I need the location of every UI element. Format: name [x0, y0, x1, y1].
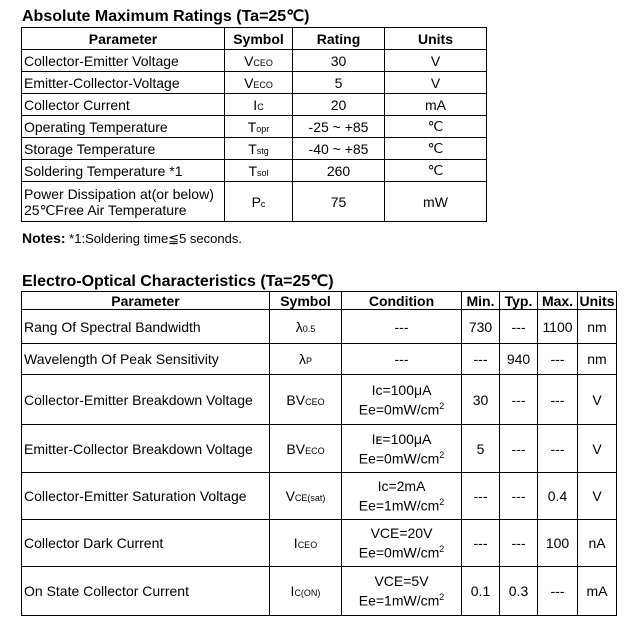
- symbol-cell: [270, 520, 342, 567]
- condition-line2-text: Ee=0mW/cm: [358, 401, 440, 418]
- symbol-cell: [225, 116, 293, 138]
- param-cell: Wavelength Of Peak Sensitivity: [22, 344, 270, 375]
- symbol-main: λ: [295, 318, 303, 335]
- squared-sup: 2: [439, 400, 445, 411]
- symbol-cell: [270, 310, 342, 344]
- units-cell: mA: [578, 567, 617, 616]
- param-cell: Collector-Emitter Breakdown Voltage: [22, 375, 270, 425]
- condition-line1: ---: [394, 351, 409, 367]
- table-row: [22, 344, 617, 375]
- condition-cell: [342, 425, 462, 473]
- condition-cell: [342, 344, 462, 375]
- units-cell: ℃: [385, 138, 487, 160]
- table-row: [22, 310, 617, 344]
- symbol-main: V: [244, 74, 254, 91]
- condition-line1: Ic=2mA: [377, 478, 426, 495]
- symbol-sub: CEO: [297, 540, 318, 550]
- param-line2: 25℃Free Air Temperature: [24, 201, 187, 218]
- units-cell: V: [385, 50, 487, 72]
- max-cell: 100: [538, 520, 578, 567]
- condition-cell: [342, 473, 462, 520]
- symbol-sub: ECO: [253, 79, 273, 90]
- condition-line2-text: Ee=0mW/cm: [358, 450, 440, 467]
- table-header-row: [22, 28, 487, 50]
- condition-cell: [342, 310, 462, 344]
- typ-cell: ---: [500, 425, 538, 473]
- condition-line1: Ic=100μA: [371, 381, 432, 398]
- symbol-main: λ: [298, 351, 306, 367]
- table-row: [22, 94, 487, 116]
- squared-sup: 2: [439, 544, 445, 555]
- min-cell: 30: [462, 375, 500, 425]
- table-row: [22, 567, 617, 616]
- rating-cell: 20: [293, 94, 385, 116]
- typ-cell: ---: [500, 473, 538, 520]
- section2-title: Electro-Optical Characteristics (Ta=25℃): [22, 273, 334, 290]
- param-cell: Collector-Emitter Voltage: [22, 50, 225, 72]
- typ-cell: ---: [500, 375, 538, 425]
- max-cell: 0.4: [538, 473, 578, 520]
- param-cell: On State Collector Current: [22, 567, 270, 616]
- symbol-main: V: [244, 52, 254, 69]
- param-cell: Emitter-Collector-Voltage: [22, 72, 225, 94]
- min-cell: 730: [462, 310, 500, 344]
- table-row: [22, 520, 617, 567]
- table-row: [22, 138, 487, 160]
- condition-line2: [342, 494, 461, 514]
- units-cell: nm: [578, 310, 617, 344]
- table-row: [22, 160, 487, 182]
- param-cell: Collector-Emitter Saturation Voltage: [22, 473, 270, 520]
- condition-line1: ---: [394, 318, 409, 335]
- param-cell: [22, 182, 225, 222]
- symbol-main: I: [293, 535, 298, 551]
- header-min: Min.: [462, 292, 500, 310]
- condition-line1: Iᴇ=100μA: [371, 430, 432, 447]
- symbol-sub: CEO: [253, 57, 273, 68]
- header-symbol: Symbol: [270, 292, 342, 310]
- symbol-main: T: [247, 118, 257, 135]
- symbol-cell: [225, 94, 293, 116]
- condition-line1: VCE=20V: [370, 525, 433, 542]
- condition-line1: VCE=5V: [374, 573, 429, 590]
- notes-label: Notes:: [22, 230, 66, 246]
- typ-cell: 0.3: [500, 567, 538, 616]
- rating-cell: 260: [293, 160, 385, 182]
- condition-line2: [342, 398, 461, 418]
- symbol-sub: stg: [256, 145, 269, 156]
- units-cell: mW: [385, 182, 487, 222]
- symbol-cell: [225, 50, 293, 72]
- typ-cell: 940: [500, 344, 538, 375]
- condition-cell: [342, 375, 462, 425]
- symbol-main: I: [290, 583, 295, 599]
- table-row: [22, 72, 487, 94]
- notes: [22, 230, 242, 247]
- condition-line2: [342, 447, 461, 467]
- table-row: [22, 375, 617, 425]
- table-row: [22, 50, 487, 72]
- notes-text: *1:Soldering time≦5 seconds.: [65, 231, 242, 246]
- header-parameter: Parameter: [22, 292, 270, 310]
- electro-optical-table: [21, 291, 617, 616]
- typ-cell: ---: [500, 310, 538, 344]
- table-row: [22, 425, 617, 473]
- units-cell: V: [578, 425, 617, 473]
- symbol-sub: CEO: [305, 396, 325, 407]
- header-units: Units: [579, 292, 615, 309]
- max-cell: ---: [538, 375, 578, 425]
- symbol-sub: P: [305, 356, 312, 366]
- max-cell: ---: [538, 425, 578, 473]
- table-header-row: [22, 292, 617, 310]
- symbol-cell: [225, 138, 293, 160]
- header-units: Units: [385, 28, 487, 50]
- param-cell: Operating Temperature: [22, 116, 225, 138]
- min-cell: ---: [462, 473, 500, 520]
- symbol-sub: opr: [256, 123, 270, 134]
- condition-line2: [342, 589, 461, 609]
- param-cell: Collector Dark Current: [22, 520, 270, 567]
- symbol-cell: [270, 425, 342, 473]
- table-row: [22, 116, 487, 138]
- param-cell: Collector Current: [22, 94, 225, 116]
- units-cell: nm: [578, 344, 617, 375]
- header-parameter: Parameter: [22, 28, 225, 50]
- min-cell: 5: [462, 425, 500, 473]
- units-cell: ℃: [385, 116, 487, 138]
- header-condition: Condition: [342, 292, 462, 310]
- rating-cell: 75: [293, 182, 385, 222]
- condition-line2-text: Ee=1mW/cm: [358, 497, 440, 514]
- units-cell: nA: [578, 520, 617, 567]
- condition-line2: [342, 541, 461, 561]
- symbol-cell: [225, 160, 293, 182]
- table-row: [22, 473, 617, 520]
- symbol-main: T: [248, 162, 258, 179]
- header-typ: Typ.: [500, 292, 538, 310]
- symbol-cell: [225, 72, 293, 94]
- units-cell: mA: [385, 94, 487, 116]
- rating-cell: 5: [293, 72, 385, 94]
- symbol-main: V: [285, 488, 295, 504]
- max-cell: ---: [538, 567, 578, 616]
- max-cell: 1100: [538, 310, 578, 344]
- rating-cell: 30: [293, 50, 385, 72]
- symbol-sub: CE(sat): [294, 493, 326, 503]
- squared-sup: 2: [439, 497, 445, 508]
- rating-cell: -40 ~ +85: [293, 138, 385, 160]
- param-cell: Emitter-Collector Breakdown Voltage: [22, 425, 270, 473]
- units-cell: V: [578, 473, 617, 520]
- header-symbol: Symbol: [225, 28, 293, 50]
- absolute-max-ratings-table: [21, 27, 487, 222]
- condition-cell: [342, 567, 462, 616]
- param-cell: Soldering Temperature *1: [22, 160, 225, 182]
- table-row: [22, 182, 487, 222]
- section1-title: Absolute Maximum Ratings (Ta=25℃): [22, 8, 310, 25]
- squared-sup: 2: [439, 449, 445, 460]
- min-cell: ---: [462, 520, 500, 567]
- header-rating: Rating: [293, 28, 385, 50]
- units-cell: V: [385, 72, 487, 94]
- symbol-cell: Pc: [225, 182, 293, 222]
- symbol-main: BV: [286, 440, 306, 457]
- symbol-main: T: [248, 140, 257, 157]
- typ-cell: ---: [500, 520, 538, 567]
- squared-sup: 2: [439, 592, 445, 603]
- symbol-sub: C(ON): [294, 588, 321, 598]
- symbol-cell: [270, 344, 342, 375]
- symbol-cell: [270, 567, 342, 616]
- min-cell: 0.1: [462, 567, 500, 616]
- symbol-cell: [270, 375, 342, 425]
- units-cell: V: [578, 375, 617, 425]
- param-cell: Rang Of Spectral Bandwidth: [22, 310, 270, 344]
- rating-cell: -25 ~ +85: [293, 116, 385, 138]
- param-cell: Storage Temperature: [22, 138, 225, 160]
- symbol-main: I: [253, 96, 258, 113]
- condition-line2-text: Ee=0mW/cm: [358, 544, 440, 561]
- min-cell: ---: [462, 344, 500, 375]
- condition-cell: [342, 520, 462, 567]
- symbol-sub: ECO: [305, 445, 325, 456]
- header-max: Max.: [538, 292, 578, 310]
- units-cell: ℃: [385, 160, 487, 182]
- param-line1: Power Dissipation at(or below): [24, 185, 214, 202]
- symbol-sub: 0.5: [302, 323, 316, 334]
- symbol-cell: [270, 473, 342, 520]
- condition-line2-text: Ee=1mW/cm: [358, 592, 440, 609]
- symbol-main: BV: [286, 391, 306, 408]
- max-cell: ---: [538, 344, 578, 375]
- symbol-sub: C: [257, 101, 264, 112]
- symbol-sub: sol: [257, 167, 269, 178]
